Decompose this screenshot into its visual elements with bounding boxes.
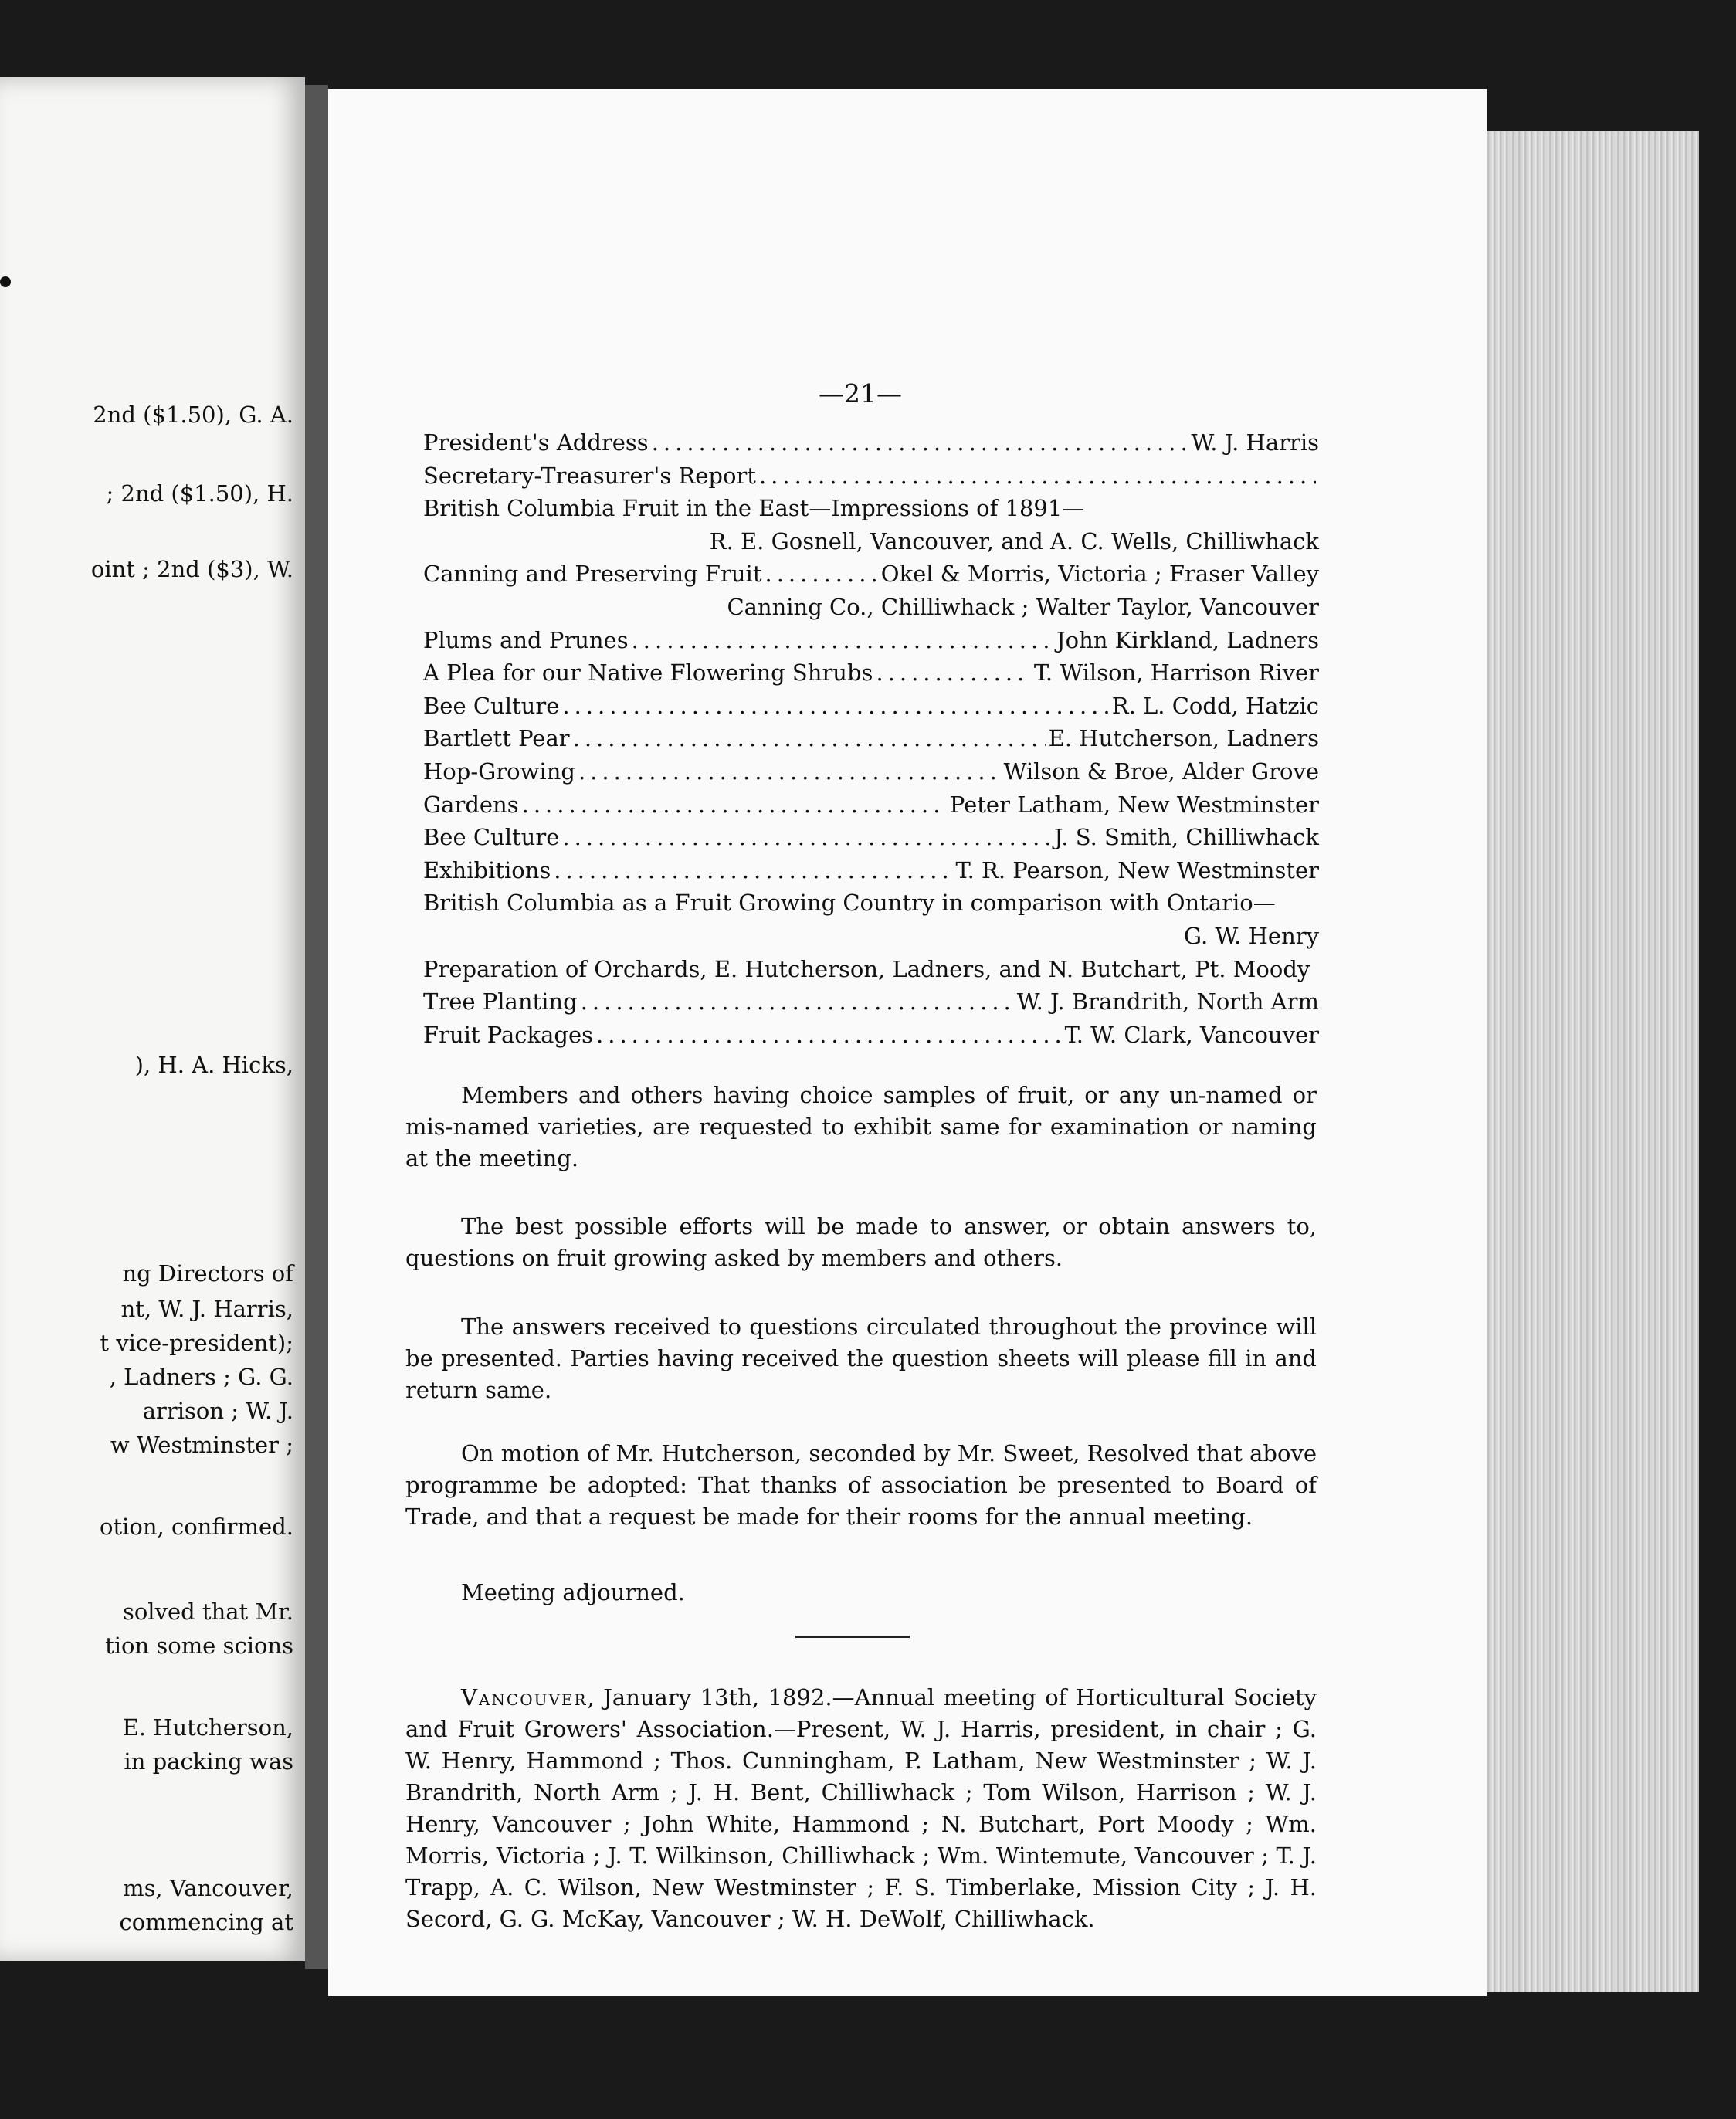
leader-dots [578,758,1001,785]
programme-topic: Fruit Packages [423,1021,594,1048]
left-page-line: arrison ; W. J. [142,1398,293,1424]
programme-topic: Gardens [423,791,519,818]
programme-topic: Bee Culture [423,824,560,851]
programme-item [423,923,1319,956]
programme-item [423,792,1319,825]
left-page-line: t vice-president); [100,1330,293,1356]
programme-topic: Canning and Preserving Fruit [423,561,762,588]
programme-speaker: W. J. Harris [1191,429,1319,456]
left-page-line: ; 2nd ($1.50), H. [106,480,293,507]
programme-item [423,627,1319,660]
programme-item [423,463,1319,496]
leader-dots [522,792,947,818]
programme-speaker: R. L. Codd, Hatzic [1111,692,1319,719]
left-page-line: nt, W. J. Harris, [120,1296,293,1322]
programme-speaker: Canning Co., Chilliwhack ; Walter Taylor, Vancouver [727,593,1319,620]
left-page-line: ms, Vancouver, [123,1875,293,1901]
bullet-mark [0,276,11,287]
place-heading: Vancouver [461,1684,588,1710]
leader-dots [876,659,1030,686]
page-edges [1460,131,1699,1992]
leader-dots [573,725,1046,751]
programme-topic: Exhibitions [423,856,551,883]
leader-dots [562,693,1108,719]
programme-topic: Hop-Growing [423,758,575,785]
left-page-line: E. Hutcherson, [122,1714,293,1741]
programme-item [423,988,1319,1022]
programme-item [423,693,1319,726]
programme-speaker: John Kirkland, Ladners [1056,626,1319,653]
left-page-line: oint ; 2nd ($3), W. [90,556,293,582]
paragraph-text: Meeting adjourned. [461,1579,685,1605]
programme-topic: British Columbia Fruit in the East—Impressions of 1891— [423,495,1085,522]
programme-item [423,824,1319,857]
paragraph-text: Members and others having choice samples of fruit, or any un-named or mis-named varieties, are requested to exhibit same for examination or naming at the meeting. [405,1082,1317,1171]
programme-speaker: T. W. Clark, Vancouver [1064,1021,1319,1048]
programme-item [423,429,1319,463]
programme-topic: Tree Planting [423,988,578,1015]
programme-speaker: Peter Latham, New Westminster [949,791,1319,818]
meeting-text: , January 13th, 1892.—Annual meeting of Horticultural Society and Fruit Growers' Association.—Present, W. J. Harris, president, in chair ; G. W. Henry, Hammond ; Thos. Cunningham, P. Latham, New Westminster ; W. J. Brandrith, North Arm ; J. H. Bent, Chilliwhack ; Tom Wilson, Harrison ; W. J. Henry, Vancouver ; John White, Hammond ; N. Butchart, Port Moody ; Wm. Morris, Victoria ; J. T. Wilkinson, Chilliwhack ; Wm. Wintemute, Vancouver ; T. J. Trapp, A. C. Wilson, New Westminster ; F. S. Timberlake, Mission City ; J. H. Secord, G. G. McKay, Vancouver ; W. H. DeWolf, Chilliwhack. [405,1684,1317,1932]
left-page-line: , Ladners ; G. G. [109,1364,293,1390]
programme-item [423,659,1319,693]
left-page [0,77,305,1961]
programme-item [423,495,1319,528]
programme-speaker: Okel & Morris, Victoria ; Fraser Valley [880,561,1319,588]
left-page-line: in packing was [124,1748,293,1775]
programme-topic: Bartlett Pear [423,725,570,752]
programme-topic: A Plea for our Native Flowering Shrubs [423,659,873,687]
programme-topic: Bee Culture [423,692,560,719]
programme-item [423,758,1319,792]
programme-item [423,561,1319,594]
programme-speaker: R. E. Gosnell, Vancouver, and A. C. Wells, Chilliwhack [709,527,1319,554]
programme-speaker: G. W. Henry [1183,922,1319,949]
programme-speaker: T. R. Pearson, New Westminster [955,856,1319,883]
programme-topic: Preparation of Orchards, E. Hutcherson, Ladners, and N. Butchart, Pt. Moody [423,955,1310,982]
programme-speaker: J. S. Smith, Chilliwhack [1053,824,1319,851]
programme-speaker: Wilson & Broe, Alder Grove [1003,758,1319,785]
leader-dots [632,627,1053,653]
leader-dots [765,561,877,587]
paragraph-vancouver-meeting [405,1682,1317,1935]
left-page-line: otion, confirmed. [100,1514,293,1540]
left-page-line: tion some scions [105,1632,293,1659]
paragraph-members [405,1080,1317,1175]
programme-topic: Secretary-Treasurer's Report [423,462,756,489]
programme-item [423,890,1319,923]
programme-topic: British Columbia as a Fruit Growing Country in comparison with Ontario— [423,890,1276,917]
book-gutter [305,85,328,1969]
leader-dots [554,857,952,883]
paragraph-text: The best possible efforts will be made to answer, or obtain answers to, questions on fruit growing asked by members and others. [405,1213,1317,1271]
paragraph-text: On motion of Mr. Hutcherson, seconded by Mr. Sweet, Resolved that above programme be adopted: That thanks of association be presented to Board of Trade, and that a request be made for their rooms for the annual meeting. [405,1440,1317,1530]
paragraph-text: The answers received to questions circulated throughout the province will be presented. Parties having received the question sheets will please fill in and return same. [405,1314,1317,1403]
leader-dots [759,463,1316,489]
programme-item [423,725,1319,758]
left-page-line: w Westminster ; [110,1432,293,1458]
left-page-line: ), H. A. Hicks, [134,1052,293,1078]
left-page-line: ng Directors of [122,1260,293,1287]
section-divider [795,1636,910,1638]
paragraph-text [405,1682,1317,1935]
programme-topic: Plums and Prunes [423,626,629,653]
left-page-line: commencing at [119,1909,293,1935]
programme-speaker: E. Hutcherson, Ladners [1048,725,1319,752]
paragraph-answers [405,1311,1317,1406]
leader-dots [581,988,1014,1015]
leader-dots [562,824,1051,850]
paragraph-efforts [405,1211,1317,1274]
paragraph-motion [405,1438,1317,1533]
leader-dots [596,1022,1062,1048]
programme-item [423,594,1319,627]
programme-item [423,1022,1319,1055]
paragraph-adjourned [405,1577,1317,1609]
programme-item [423,956,1319,989]
programme-item [423,857,1319,890]
programme-speaker: W. J. Brandrith, North Arm [1016,988,1319,1015]
programme-speaker: T. Wilson, Harrison River [1033,659,1319,687]
programme-topic: President's Address [423,429,649,456]
programme-item [423,528,1319,561]
left-page-line: 2nd ($1.50), G. A. [93,402,293,428]
leader-dots [652,429,1188,456]
page-number: —21— [819,378,902,409]
programme-list [423,429,1319,1054]
left-page-line: solved that Mr. [122,1599,293,1625]
